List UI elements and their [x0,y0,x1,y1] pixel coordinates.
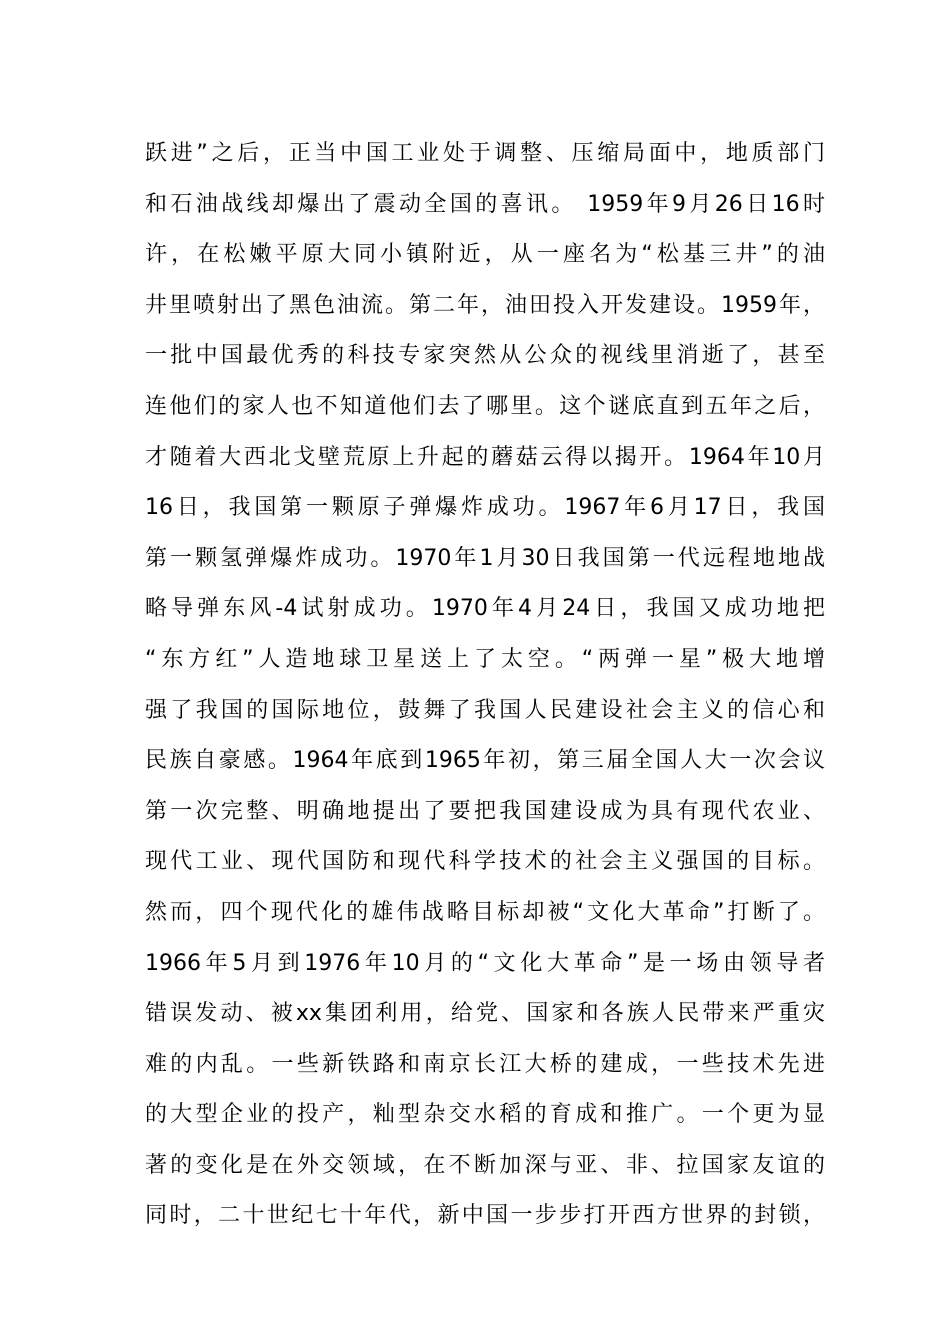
text-line: 跃进”之后，正当中国工业处于调整、压缩局面中，地质部门 [145,141,825,166]
text-line: 强了我国的国际地位，鼓舞了我国人民建设社会主义的信心和 [145,697,825,723]
text-line: 第一颗氢弹爆炸成功。1970年1月30日我国第一代远程地地战 [145,545,825,571]
text-line: 民族自豪感。1964年底到1965年初，第三届全国人大一次会议 [145,748,825,774]
text-line: 许，在松嫩平原大同小镇附近，从一座名为“松基三井”的油 [145,242,825,268]
text-line: 才随着大西北戈壁荒原上升起的蘑菇云得以揭开。1964年10月 [145,444,825,470]
text-line: 井里喷射出了黑色油流。第二年，油田投入开发建设。1959年， [145,292,825,318]
text-line: 著的变化是在外交领域，在不断加深与亚、非、拉国家友谊的 [145,1152,825,1178]
text-line: 略导弹东风-4试射成功。1970年4月24日，我国又成功地把 [145,596,825,622]
text-line: 难的内乱。一些新铁路和南京长江大桥的建成，一些技术先进 [145,1051,825,1077]
body-paragraph [145,129,825,1242]
text-line: 然而，四个现代化的雄伟战略目标却被“文化大革命”打断了。 [145,899,825,925]
text-line: 一批中国最优秀的科技专家突然从公众的视线里消逝了，甚至 [145,343,825,369]
text-line: 的大型企业的投产，籼型杂交水稻的育成和推广。一个更为显 [145,1102,825,1128]
text-line: 16日，我国第一颗原子弹爆炸成功。1967年6月17日，我国 [145,495,825,521]
text-line: 1966年5月到1976年10月的“文化大革命”是一场由领导者 [145,950,825,976]
text-line: 同时，二十世纪七十年代，新中国一步步打开西方世界的封锁， [145,1203,825,1229]
text-line: “东方红”人造地球卫星送上了太空。“两弹一星”极大地增 [145,646,825,672]
text-line: 错误发动、被xx集团利用，给党、国家和各族人民带来严重灾 [145,1001,825,1027]
text-line: 和石油战线却爆出了震动全国的喜讯。 1959年9月26日16时 [145,191,825,217]
text-line: 现代工业、现代国防和现代科学技术的社会主义强国的目标。 [145,849,825,875]
text-line: 第一次完整、明确地提出了要把我国建设成为具有现代农业、 [145,798,825,824]
text-line: 连他们的家人也不知道他们去了哪里。这个谜底直到五年之后， [145,393,825,419]
